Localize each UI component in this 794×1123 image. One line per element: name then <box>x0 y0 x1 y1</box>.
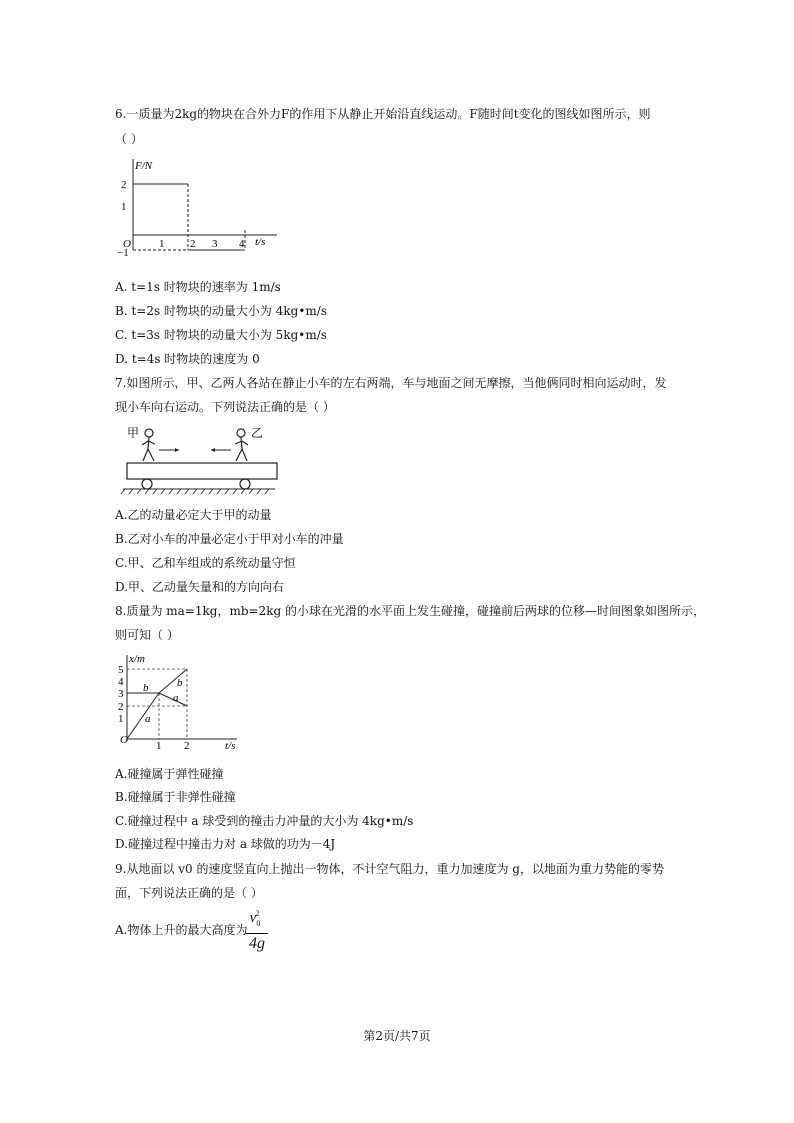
x-axis-label: t/s <box>255 236 266 248</box>
person-jia-icon <box>142 429 155 461</box>
q7-option-c: C.甲、乙和车组成的系统动量守恒 <box>115 556 296 570</box>
ball-b-after-line <box>159 669 187 693</box>
ytick-1: 1 <box>121 201 127 213</box>
q9-option-a-text: A.物体上升的最大高度为 <box>115 923 248 937</box>
y-axis-label: F/N <box>135 160 153 172</box>
xtick-4: 4 <box>239 238 245 250</box>
label-b-after: b <box>177 677 183 689</box>
q8-option-b: B.碰撞属于非弹性碰撞 <box>115 790 236 804</box>
x-axis-label: t/s <box>225 740 236 752</box>
q8-option-c: C.碰撞过程中 a 球受到的撞击力冲量的大小为 4kg•m/s <box>115 814 414 828</box>
label-b-before: b <box>143 682 149 694</box>
ground-hatching <box>121 489 269 494</box>
fraction-denominator: 4g <box>249 935 265 952</box>
q9-stem-line2: 面，下列说法正确的是（ ） <box>115 886 263 900</box>
label-a-after: a <box>173 692 179 704</box>
q8-option-d: D.碰撞过程中撞击力对 a 球做的功为－4J <box>115 837 336 851</box>
q7-option-a: A.乙的动量必定大于甲的动量 <box>115 508 272 522</box>
page-footer: 第2页/共7页 <box>363 1029 431 1043</box>
q7-option-d: D.甲、乙动量矢量和的方向向右 <box>115 580 285 594</box>
q8-stem-line1: 8.质量为 ma=1kg，mb=2kg 的小球在光滑的水平面上发生碰撞，碰撞前后两球的位移—时间图象如图所示， <box>115 604 705 618</box>
q6-option-a: A. t=1s 时物块的速率为 1m/s <box>115 280 281 294</box>
q8-stem-line2: 则可知（ ） <box>115 628 179 642</box>
label-a-before: a <box>145 713 151 725</box>
q7-stem-line1: 7.如图所示，甲、乙两人各站在静止小车的左右两端，车与地面之间无摩擦，当他俩同时相向运动时，发 <box>115 376 667 390</box>
q6-option-d: D. t=4s 时物块的速度为 0 <box>115 352 260 366</box>
person-yi-label: 乙 <box>251 426 264 440</box>
origin-label: O <box>120 734 128 746</box>
person-jia-label: 甲 <box>127 426 140 440</box>
q6-force-time-graph <box>115 155 285 265</box>
xtick-3: 3 <box>212 238 218 250</box>
ytick-4: 4 <box>118 676 124 688</box>
fraction-numerator: $v_0^2$ <box>246 905 268 934</box>
person-yi-icon <box>235 429 248 461</box>
q9-option-a <box>115 922 247 938</box>
xtick-2: 2 <box>190 238 196 250</box>
q7-cart-figure <box>115 423 285 498</box>
q6-stem-line2: （ ） <box>115 132 143 146</box>
q6-option-c: C. t=3s 时物块的动量大小为 5kg•m/s <box>115 328 327 342</box>
q6-stem-line1: 6.一质量为2kg的物块在合外力F的作用下从静止开始沿直线运动。F随时间t变化的图线如图所示，则 <box>115 107 651 121</box>
xtick-1: 1 <box>159 238 165 250</box>
ball-a-before-line <box>127 693 159 739</box>
y-axis-label: x/m <box>129 653 145 665</box>
ytick-2: 2 <box>121 179 127 191</box>
ytick-1: 1 <box>118 713 124 725</box>
ytick-neg1: −1 <box>117 247 129 259</box>
xtick-1: 1 <box>156 740 162 752</box>
ytick-2: 2 <box>118 701 124 713</box>
ytick-5: 5 <box>118 664 124 676</box>
q7-stem-line2: 现小车向右运动。下列说法正确的是（ ） <box>115 400 335 414</box>
q8-option-a: A.碰撞属于弹性碰撞 <box>115 767 224 781</box>
origin-label: O <box>123 238 131 250</box>
q6-option-b: B. t=2s 时物块的动量大小为 4kg•m/s <box>115 304 327 318</box>
q8-displacement-time-graph <box>115 649 255 757</box>
cart-body <box>127 463 277 479</box>
q7-option-b: B.乙对小车的冲量必定小于甲对小车的冲量 <box>115 532 344 546</box>
cart-wheel-right <box>240 479 250 489</box>
q9-stem-line1: 9.从地面以 v0 的速度竖直向上抛出一物体，不计空气阻力，重力加速度为 g，以地面为重力势能的零势 <box>115 862 664 876</box>
cart-wheel-left <box>142 479 152 489</box>
xtick-2: 2 <box>184 740 190 752</box>
ytick-3: 3 <box>118 688 124 700</box>
q9-max-height-fraction <box>246 905 268 954</box>
